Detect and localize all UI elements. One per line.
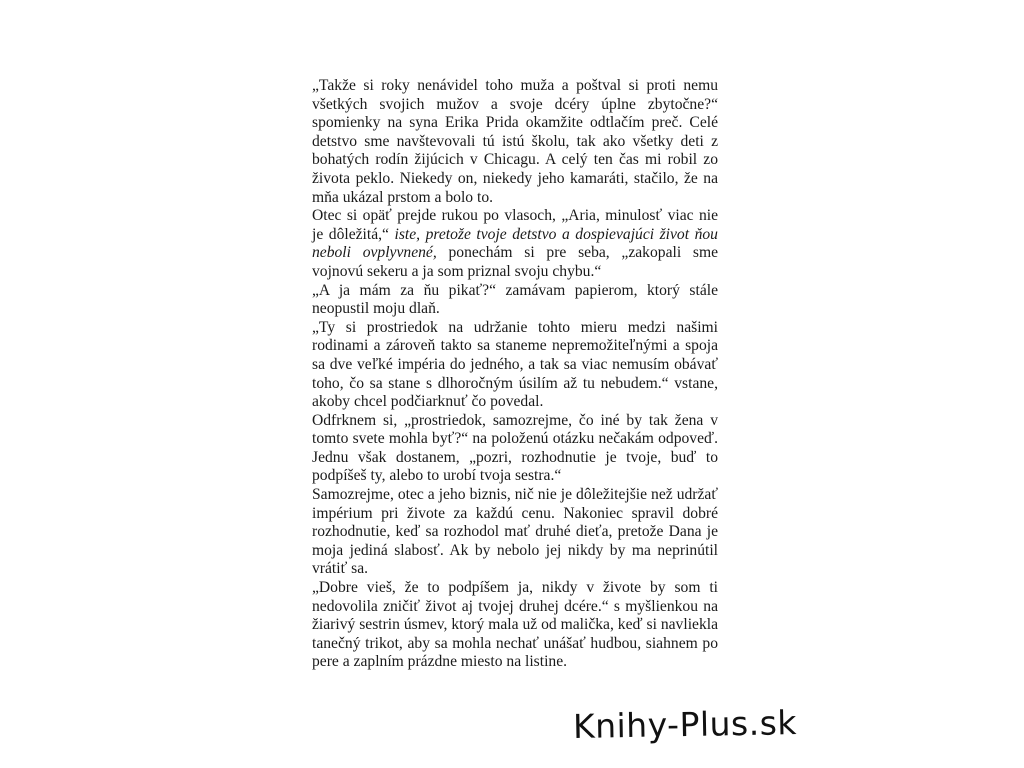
watermark-logo: Knihy-Plus.sk: [572, 703, 798, 746]
paragraph-scoff: [312, 412, 718, 486]
paragraph-text: „Dobre vieš, že to podpíšem ja, nikdy v živote by som ti nedovolila zničiť život aj tvojej druhej dcére.“ s myšlienkou na žiarivý sestrin úsmev, ktorý mala už od malička, keď si navliekla tanečný trikot, aby sa mohla nechať unášať hudbou, siahnem po pere a zaplním prázdne miesto na listine.: [312, 579, 718, 671]
paragraph-father-hair: [312, 207, 718, 281]
paragraph-text: Otec si opäť prejde rukou po vlasoch, „Aria, minulosť viac nie je dôležitá,“: [312, 207, 718, 243]
paragraph-text: „Takže si roky nenávidel toho muža a poštval si proti nemu všetkých svojich mužov a svoje dcéry úplne zbytočne?“ spomienky na syna Erika Prida okamžite odtlačím preč. Celé detstvo sme navštevovali tú istú školu, tak ako všetky deti z bohatých rodín žijúcich v Chicagu. A celý ten čas mi robil zo života peklo. Niekedy on, niekedy jeho kamaráti, stačilo, že na mňa ukázal prstom a bolo to.: [312, 77, 718, 206]
paragraph-text: Samozrejme, otec a jeho biznis, nič nie je dôležitejšie než udržať impérium pri živote za každú cenu. Nakoniec spravil dobré rozhodnutie, keď sa rozhodol mať druhé dieťa, pretože Dana je moja jediná slabosť. Ak by nebolo jej nikdy by ma neprinútil vrátiť sa.: [312, 486, 718, 578]
paragraph-paper-question: [312, 282, 718, 319]
paragraph-text: „A ja mám za ňu pikať?“ zamávam papierom, ktorý stále neopustil moju dlaň.: [312, 281, 718, 318]
paragraph-childhood-memory: [312, 77, 718, 207]
paragraph-means-of-peace: [312, 319, 718, 412]
paragraph-signing: [312, 579, 718, 672]
paragraph-text: „Ty si prostriedok na udržanie tohto mieru medzi našimi rodinami a zároveň takto sa staneme nepremožiteľnými a spoja sa dve veľké impéria do jedného, a tak sa viac nemusím obávať toho, čo sa stane s dlhoročným úsilím až tu nebudem.“ vstane, akoby chcel podčiarknuť čo povedal.: [312, 318, 718, 411]
paragraph-text: Odfrknem si, „prostriedok, samozrejme, čo iné by tak žena v tomto svete mohla byť?“ na položenú otázku nečakám odpoveď. Jednu však dostanem, „pozri, rozhodnutie je tvoje, buď to podpíšeš ty, alebo to urobí tvoja sestra.“: [312, 411, 718, 485]
paragraph-text: ponechám si pre seba, „zakopali sme vojnovú sekeru a ja som priznal svoju chybu.“: [312, 244, 719, 280]
paragraph-father-business: [312, 486, 718, 579]
italic-inner-thought: iste, pretože tvoje detstvo a dospievajúci život ňou neboli ovplyvnené,: [312, 225, 718, 262]
document-body: [312, 77, 718, 672]
